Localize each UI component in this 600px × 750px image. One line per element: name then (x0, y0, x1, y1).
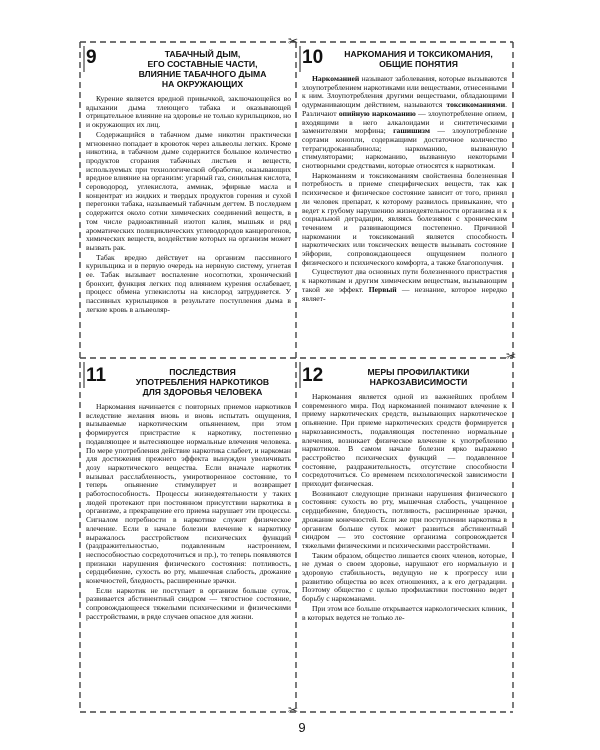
text-run: Таким образом, общество лишается своих членов, которые, не думая о своем здоровье, нарушают его нормальную и здоровую стабильность, ведущую не к прогрессу или развитию общества во всех отношениях, а к его деградации. Поэтому общество с целью профилактики постоянно ведет борьбу с наркоманами. (302, 550, 507, 604)
scissors-icon: ✂ (288, 34, 299, 48)
paragraph (302, 268, 507, 303)
text-run: При этом все больше открывается наркологических клиник, в которых ведется не только ле- (302, 603, 507, 622)
card-title (114, 366, 291, 397)
card-title-line: НАРКОЗАВИСИМОСТИ (369, 377, 468, 387)
text-run: Существуют два основных пути болезненного пристрастия к наркотикам и другим химическим веществам, вызывающим такой же эффект. (302, 267, 507, 294)
card-body (302, 393, 507, 622)
term: гашишизм (393, 126, 431, 136)
card-body (86, 403, 291, 622)
card-title (114, 48, 291, 89)
paragraph (86, 95, 291, 130)
page-number: 9 (298, 720, 306, 735)
card-title-line: НА ОКРУЖАЮЩИХ (161, 79, 244, 89)
card-title-line: ДЛЯ ЗДОРОВЬЯ ЧЕЛОВЕКА (142, 387, 263, 397)
paragraph (302, 393, 507, 489)
text-run: — злоупотребление опием, входящими в него алкалоидами и синтетическими заменителями морфина; (302, 108, 507, 136)
paragraph (86, 403, 291, 586)
paragraph (86, 131, 291, 253)
card-body (86, 95, 291, 315)
paragraph (302, 552, 507, 604)
card-11 (86, 366, 291, 706)
scissors-icon: ✂ (288, 703, 299, 717)
text-run: . Различают (302, 100, 507, 118)
paragraph (86, 254, 291, 315)
paragraph (302, 605, 507, 622)
text-run: — незнание, которое нередко являет- (302, 284, 507, 303)
card-number: 12 (302, 366, 324, 386)
card-title-line: ПОСЛЕДСТВИЯ (169, 367, 236, 377)
card-title-line: НАРКОМАНИЯ И ТОКСИКОМАНИЯ, (344, 49, 493, 59)
card-title (330, 48, 507, 69)
paragraph (302, 490, 507, 551)
card-number: 9 (86, 48, 97, 68)
card-title-line: ТАБАЧНЫЙ ДЫМ, (164, 49, 241, 59)
text-run: Наркомания является одной из важнейших проблем современного мира. Под наркоманией понимают влечение к приему наркотических средств, вызывающих наркотическое опьянение. При приеме наркотических средств формируется наркозависимость, подавляющая постепенно нормальные влечения, возникает физическое влечение к употреблению наркотиков. В самом начале болезни ярко выражено расстройство психических функций — подавленное состояние, раздражительность, отсутствие способности сосредоточиться. Со временем психологической зависимости приходит физическая. (302, 392, 507, 489)
card-title-line: ВЛИЯНИЕ ТАБАЧНОГО ДЫМА (138, 69, 267, 79)
term: токсикоманиями (446, 100, 506, 110)
paragraph (302, 172, 507, 268)
card-10 (302, 48, 507, 350)
paragraph (86, 587, 291, 622)
card-title-line: ОБЩИЕ ПОНЯТИЯ (379, 59, 458, 69)
card-number: 10 (302, 48, 324, 68)
text-run: Возникают следующие признаки нарушения физического состояния: сухость во рту, мышечная слабость, учащенное сердцебиение, бледность, потливость, расширенные зрачки, дрожание конечностей. Если же при поступлении наркотика в организм больше суток может развиться абстинентный синдром — это состояние организма сопровождается тяжелыми физическими и психическими расстройствами. (302, 488, 507, 550)
text-run: Если наркотик не поступает в организм больше суток, развивается абстинентный синдром — тягостное состояние, сопровождающееся тяжелыми психическими и физическими расстройствами, в ряде случаев опасное для жизни. (86, 585, 291, 621)
text-run: Наркоманиям и токсикоманиям свойственна болезненная потребность в приеме специфических веществ, так как психическое и физическое состояние зависит от того, принял ли человек препарат, к которому развилось привыкание, что ведет к грубому нарушению жизнедеятельности организма и к социальной деградации, являясь болезнями с хроническим течением и развивающимся постепенно. Причиной наркомании и токсикоманий является способность наркотических или токсических веществ вызывать состояние эйфории, сопровождающееся ощущением полного физического и психического комфорта, а также благополучия. (302, 170, 507, 267)
text-run: Табак вредно действует на организм пассивного курильщика и в первую очередь на нервную систему, угнетая ее. Табак вызывает воспаление носоглотки, хронический бронхит, функция легких под влиянием курения ослабевает, процесс обмена углекислоты на кислород затрудняется. У пассивных курильщиков в результате поступления дыма в легкие кровь в альвеоляр- (86, 252, 291, 314)
card-12 (302, 366, 507, 706)
scissors-icon: ✂ (506, 349, 517, 363)
text-run: — злоупотребление сортами конопли, содержащими достаточное количество тетрагидроканнабинола; наркоманию, вызванную стимуляторами; наркоманию, вызванную некоторыми снотворными средствами, которые относятся к наркотикам. (302, 126, 507, 171)
card-title-line: УПОТРЕБЛЕНИЯ НАРКОТИКОВ (135, 377, 270, 387)
card-title-line: ЕГО СОСТАВНЫЕ ЧАСТИ, (147, 59, 258, 69)
paragraph (302, 75, 507, 171)
text-run: Содержащийся в табачном дыме никотин практически мгновенно попадает в кровоток через альвеолы легких. Кроме никотина, в табачном дыме содержится большое количество продуктов сгорания табачных листьев и веществ, используемых при технологической обработке, оказывающих вредное влияние на организм: угарный газ, синильная кислота, сероводород, углекислота, аммиак, эфирные масла и концентрат из жидких и твердых продуктов горения и сухой перегонки табака, называемый табачным дегтем. В последнем содержится около сотни химических соединений веществ, в том числе радиоактивный изотоп калия, мышьяк и ряд ароматических полициклических углеводородов канцерогенов, химических веществ, воздействие которых на организм может вызвать рак. (86, 129, 291, 252)
term: опийную наркоманию (338, 108, 416, 118)
card-body (302, 75, 507, 303)
card-title-line: МЕРЫ ПРОФИЛАКТИКИ (367, 367, 470, 377)
text-run: Курение является вредной привычкой, заключающейся во вдыхании дыма тлеющего табака и оказывающей отрицательное влияние на здоровье не только курильщиков, но и окружающих их лиц. (86, 94, 291, 130)
card-number: 11 (86, 366, 107, 386)
text-run: Наркомания начинается с повторных приемов наркотиков вследствие желания вновь и вновь испытать ощущения, вызываемые наркотическим опьянением, при этом формируется пристрастие к наркотику, постепенно подавляющее и вытесняющее нормальные влечения человека. По мере употребления действие наркотика слабеет, и наркоман для достижения прежнего эффекта вынужден увеличивать дозу наркотического вещества. Если вначале наркотик вызывал расслабленность, умиротворенное состояние, то теперь опьянение стимулирует и возвращает работоспособность. Процессы жизнедеятельности у таких людей протекают при постоянном присутствии наркотика в организме, а прекращение его приема нарушает эти процессы. Сигналом потребности в наркотике служит физическое влечение. Если в начале болезни влечение к наркотику выражалось расстройством психических функций (раздражительностью, подавленным настроением, неспособностью сосредоточиться и пр.), то теперь появляются признаки нарушения физического состояния: потливость, сердцебиение, сухость во рту, мышечная слабость, дрожание конечностей, бледность, расширенные зрачки. (86, 402, 291, 586)
term: Наркоманией (312, 74, 360, 83)
card-9 (86, 48, 291, 350)
text-run: называют заболевания, которые вызываются злоупотреблением наркотиками или веществами, отнесенными к ним. Злоупотребления другими веществами, обладающими одурманивающим действием, называются (302, 74, 507, 110)
card-title (330, 366, 507, 387)
term: Первый (368, 284, 397, 294)
